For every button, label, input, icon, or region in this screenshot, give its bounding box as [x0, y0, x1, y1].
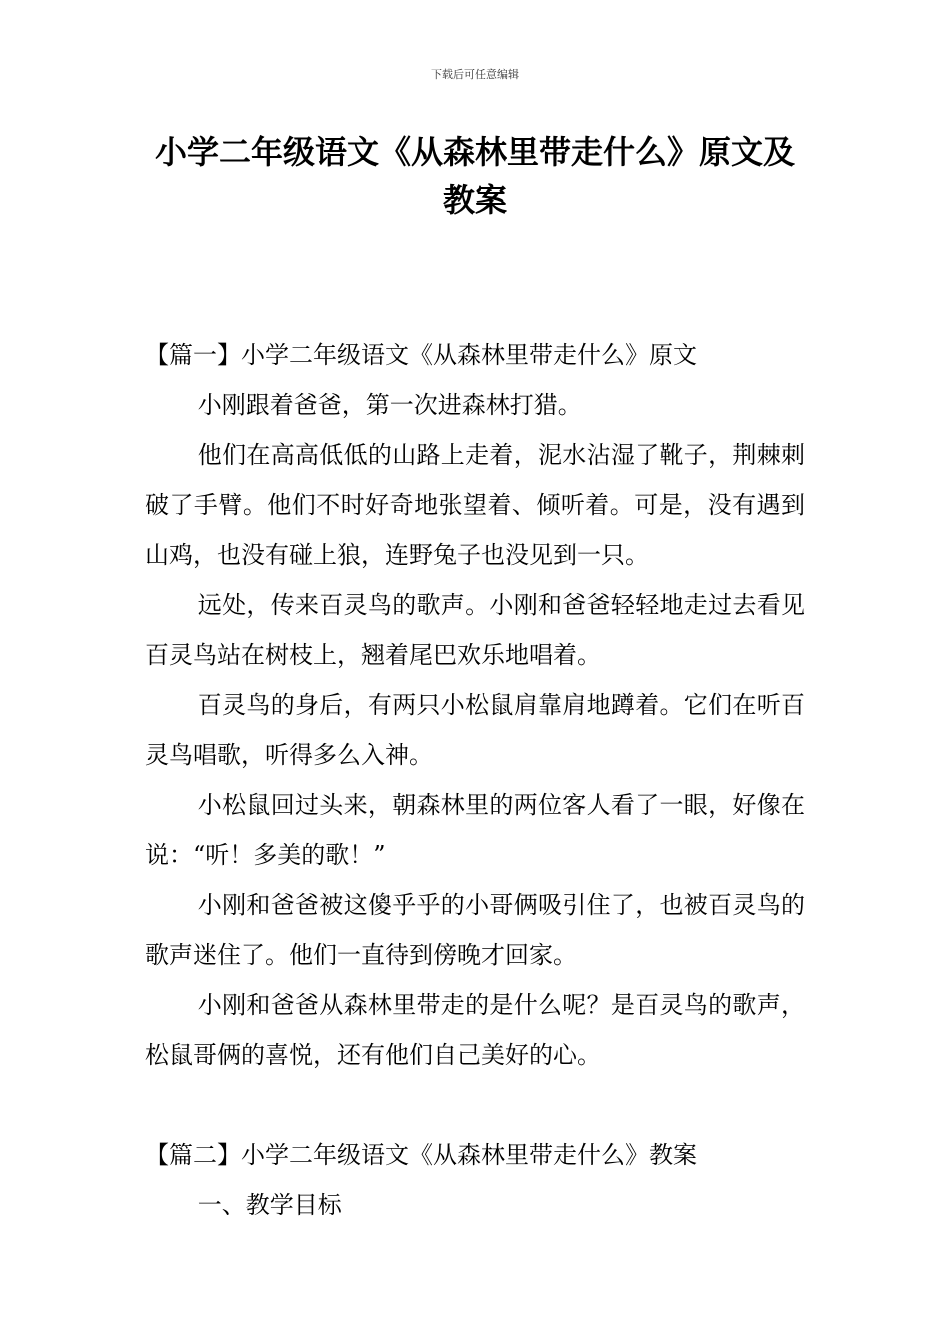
document-title: 小学二年级语文《从森林里带走什么》原文及教案: [154, 133, 795, 219]
paragraph: 远处，传来百灵鸟的歌声。小刚和爸爸轻轻地走过去看见百灵鸟站在树枝上，翘着尾巴欢乐地唱着。: [145, 591, 805, 669]
paragraph: 一、教学目标: [197, 1191, 342, 1219]
paragraph: 小刚跟着爸爸，第一次进森林打猎。: [197, 391, 582, 419]
paragraph: 小松鼠回过头来，朝森林里的两位客人看了一眼，好像在说：“听！多美的歌！”: [145, 791, 805, 869]
section-heading-1: 【篇一】小学二年级语文《从森林里带走什么》原文: [145, 341, 697, 369]
paragraph: 小刚和爸爸从森林里带走的是什么呢？是百灵鸟的歌声，松鼠哥俩的喜悦，还有他们自己美好的心。: [145, 991, 805, 1069]
paragraph: 百灵鸟的身后，有两只小松鼠肩靠肩地蹲着。它们在听百灵鸟唱歌，听得多么入神。: [145, 691, 805, 769]
document-body: [145, 330, 805, 1230]
paragraph: 小刚和爸爸被这傻乎乎的小哥俩吸引住了，也被百灵鸟的歌声迷住了。他们一直待到傍晚才回家。: [145, 891, 805, 969]
section-heading-2: 【篇二】小学二年级语文《从森林里带走什么》教案: [145, 1141, 697, 1169]
paragraph: 他们在高高低低的山路上走着，泥水沾湿了靴子，荆棘刺破了手臂。他们不时好奇地张望着、倾听着。可是，没有遇到山鸡，也没有碰上狼，连野兔子也没见到一只。: [145, 441, 805, 569]
section-spacer: [145, 1080, 805, 1130]
header-note: 下载后可任意编辑: [431, 68, 519, 81]
